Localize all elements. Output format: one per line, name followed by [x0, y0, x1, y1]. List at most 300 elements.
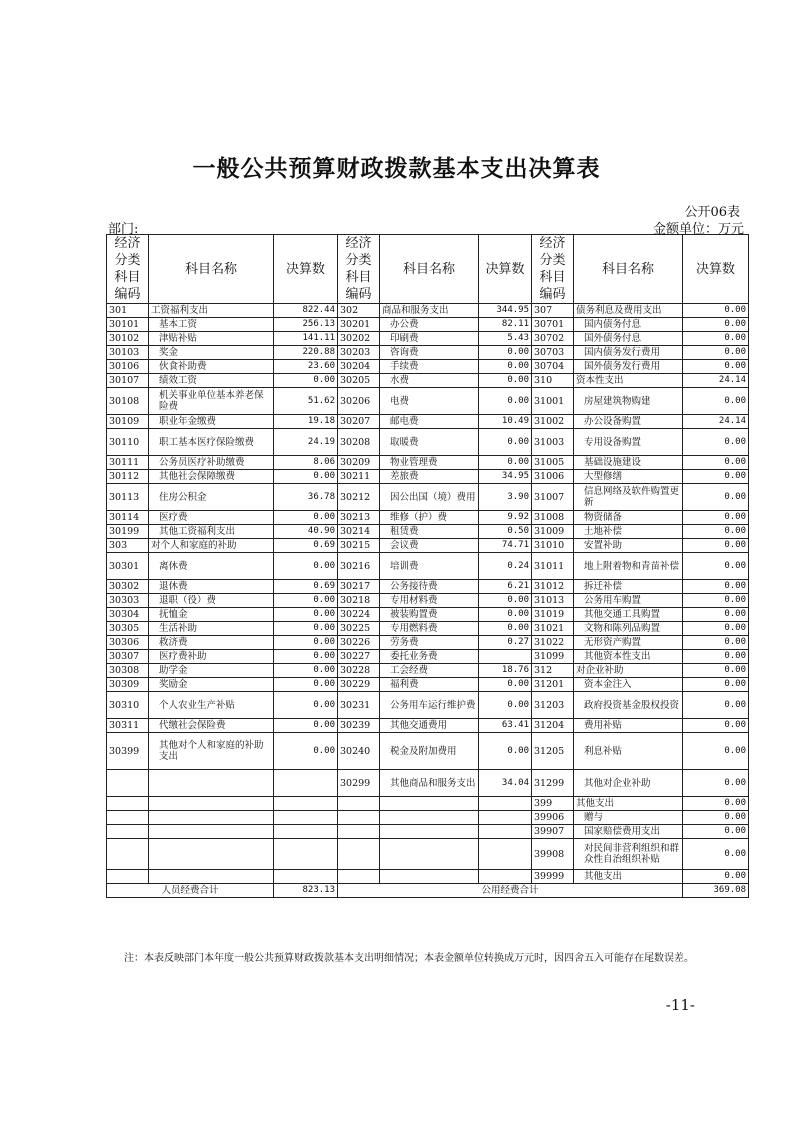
amount-cell: 0.00 — [683, 456, 749, 470]
subject-name-cell: 文物和陈列品购置 — [574, 622, 683, 636]
code-cell — [338, 797, 380, 811]
code-cell: 31005 — [532, 456, 574, 470]
code-cell: 30106 — [107, 360, 149, 374]
footnote: 注：本表反映部门本年度一般公共预算财政拨款基本支出明细情况；本表金额单位转换成万元时，因四舍五入可能存在尾数误差。 — [124, 953, 694, 964]
amount-cell: 23.60 — [274, 360, 338, 374]
amount-cell: 0.00 — [683, 332, 749, 346]
code-cell: 30305 — [107, 622, 149, 636]
code-cell: 30309 — [107, 678, 149, 692]
amount-cell: 0.00 — [274, 608, 338, 622]
subject-name-cell: 会议费 — [380, 539, 479, 553]
code-cell: 30226 — [338, 636, 380, 650]
subject-name-cell: 代缴社会保险费 — [149, 719, 274, 733]
subject-name-cell: 住房公积金 — [149, 484, 274, 511]
code-cell: 31009 — [532, 525, 574, 539]
code-cell: 31203 — [532, 692, 574, 719]
amount-cell: 8.06 — [274, 456, 338, 470]
amount-cell: 0.00 — [683, 870, 749, 884]
code-cell: 31011 — [532, 553, 574, 580]
table-row — [107, 797, 749, 811]
page-title: 一般公共预算财政拨款基本支出决算表 — [192, 155, 601, 182]
amount-cell: 34.04 — [479, 770, 532, 797]
amount-cell: 0.00 — [683, 580, 749, 594]
amount-cell: 0.00 — [683, 770, 749, 797]
code-cell: 302 — [338, 304, 380, 318]
totals-row — [107, 884, 749, 898]
amount-cell: 0.00 — [274, 650, 338, 664]
amount-cell: 0.00 — [479, 456, 532, 470]
code-cell: 31204 — [532, 719, 574, 733]
amount-cell: 0.69 — [274, 539, 338, 553]
amount-cell — [274, 825, 338, 839]
amount-cell: 0.00 — [274, 678, 338, 692]
code-cell: 30217 — [338, 580, 380, 594]
subject-name-cell: 费用补贴 — [574, 719, 683, 733]
amount-cell — [274, 839, 338, 870]
subject-name-cell: 维修（护）费 — [380, 511, 479, 525]
table-row — [107, 318, 749, 332]
code-cell: 30110 — [107, 429, 149, 456]
header-name: 科目名称 — [149, 235, 274, 304]
amount-cell: 24.14 — [683, 374, 749, 388]
code-cell: 31019 — [532, 608, 574, 622]
code-cell: 30111 — [107, 456, 149, 470]
header-code-line: 编码 — [539, 287, 566, 302]
table-row — [107, 870, 749, 884]
personnel-total-label: 人员经费合计 — [107, 884, 274, 898]
subject-name-cell: 拆迁补偿 — [574, 580, 683, 594]
subject-name-cell: 其他支出 — [574, 870, 683, 884]
amount-cell: 0.00 — [274, 470, 338, 484]
subject-name-cell: 邮电费 — [380, 415, 479, 429]
subject-name-cell — [380, 797, 479, 811]
amount-cell: 0.00 — [683, 511, 749, 525]
code-cell: 31201 — [532, 678, 574, 692]
amount-cell: 5.43 — [479, 332, 532, 346]
amount-cell: 63.41 — [479, 719, 532, 733]
subject-name-cell: 抚恤金 — [149, 608, 274, 622]
subject-name-cell: 其他工资福利支出 — [149, 525, 274, 539]
table-row — [107, 525, 749, 539]
subject-name-cell: 专用设备购置 — [574, 429, 683, 456]
department-label: 部门: — [108, 222, 139, 237]
subject-name-cell: 工会经费 — [380, 664, 479, 678]
table-row — [107, 594, 749, 608]
subject-name-cell: 国内债务发行费用 — [574, 346, 683, 360]
subject-name-cell: 退职（役）费 — [149, 594, 274, 608]
subject-name-cell — [149, 770, 274, 797]
code-cell: 30240 — [338, 733, 380, 770]
subject-name-cell: 工资福利支出 — [149, 304, 274, 318]
code-cell: 30704 — [532, 360, 574, 374]
amount-cell: 220.88 — [274, 346, 338, 360]
subject-name-cell: 赠与 — [574, 811, 683, 825]
header-code-line: 科目 — [345, 270, 372, 285]
code-cell: 31205 — [532, 733, 574, 770]
amount-cell: 0.50 — [479, 525, 532, 539]
amount-cell: 0.00 — [683, 484, 749, 511]
table-row — [107, 415, 749, 429]
code-cell: 31013 — [532, 594, 574, 608]
code-cell: 30202 — [338, 332, 380, 346]
amount-cell: 40.90 — [274, 525, 338, 539]
code-cell: 30206 — [338, 388, 380, 415]
code-cell: 30308 — [107, 664, 149, 678]
code-cell: 39999 — [532, 870, 574, 884]
code-cell — [338, 825, 380, 839]
subject-name-cell: 绩效工资 — [149, 374, 274, 388]
code-cell — [107, 839, 149, 870]
amount-cell: 0.00 — [479, 374, 532, 388]
subject-name-cell: 电费 — [380, 388, 479, 415]
header-name: 科目名称 — [380, 235, 479, 304]
header-code — [532, 235, 574, 304]
subject-name-cell — [149, 811, 274, 825]
code-cell — [107, 870, 149, 884]
subject-name-cell: 利息补贴 — [574, 733, 683, 770]
subject-name-cell — [380, 811, 479, 825]
amount-cell: 0.00 — [479, 733, 532, 770]
subject-name-cell: 劳务费 — [380, 636, 479, 650]
subject-name-cell: 资本金注入 — [574, 678, 683, 692]
subject-name-cell: 国内债务付息 — [574, 318, 683, 332]
code-cell: 30218 — [338, 594, 380, 608]
header-code-line: 经济 — [539, 236, 566, 251]
amount-cell — [274, 870, 338, 884]
amount-cell: 0.00 — [683, 525, 749, 539]
amount-cell: 0.00 — [479, 388, 532, 415]
code-cell: 30208 — [338, 429, 380, 456]
subject-name-cell: 福利费 — [380, 678, 479, 692]
amount-cell: 256.13 — [274, 318, 338, 332]
code-cell: 30211 — [338, 470, 380, 484]
subject-name-cell: 差旅费 — [380, 470, 479, 484]
code-cell: 30229 — [338, 678, 380, 692]
table-row — [107, 608, 749, 622]
table-row — [107, 511, 749, 525]
subject-name-cell — [149, 797, 274, 811]
code-cell: 31021 — [532, 622, 574, 636]
code-cell: 30204 — [338, 360, 380, 374]
subject-name-cell: 办公设备购置 — [574, 415, 683, 429]
subject-name-cell: 咨询费 — [380, 346, 479, 360]
amount-cell: 0.00 — [274, 733, 338, 770]
unit-label: 金额单位：万元 — [652, 222, 744, 237]
subject-name-cell: 基本工资 — [149, 318, 274, 332]
table-row — [107, 553, 749, 580]
code-cell: 30203 — [338, 346, 380, 360]
table-row — [107, 388, 749, 415]
page-number: -11- — [665, 996, 695, 1014]
amount-cell: 0.00 — [683, 304, 749, 318]
subject-name-cell: 国外债务发行费用 — [574, 360, 683, 374]
amount-cell: 822.44 — [274, 304, 338, 318]
code-cell: 30306 — [107, 636, 149, 650]
subject-name-cell: 医疗费 — [149, 511, 274, 525]
amount-cell: 0.00 — [683, 636, 749, 650]
code-cell: 30108 — [107, 388, 149, 415]
table-row — [107, 539, 749, 553]
table-row — [107, 332, 749, 346]
amount-cell: 0.00 — [479, 346, 532, 360]
amount-cell: 51.62 — [274, 388, 338, 415]
subject-name-cell: 其他对企业补助 — [574, 770, 683, 797]
header-code-line: 分类 — [539, 253, 566, 268]
amount-cell: 0.00 — [274, 664, 338, 678]
amount-cell: 0.24 — [479, 553, 532, 580]
code-cell: 31022 — [532, 636, 574, 650]
subject-name-cell: 其他交通工具购置 — [574, 608, 683, 622]
amount-cell: 0.27 — [479, 636, 532, 650]
amount-cell: 82.11 — [479, 318, 532, 332]
amount-cell: 3.90 — [479, 484, 532, 511]
code-cell: 30302 — [107, 580, 149, 594]
code-cell: 30109 — [107, 415, 149, 429]
amount-cell: 0.00 — [683, 594, 749, 608]
subject-name-cell: 医疗费补助 — [149, 650, 274, 664]
subject-name-cell — [149, 870, 274, 884]
subject-name-cell: 奖金 — [149, 346, 274, 360]
amount-cell: 6.21 — [479, 580, 532, 594]
subject-name-cell: 因公出国（境）费用 — [380, 484, 479, 511]
header-code-line: 科目 — [114, 270, 141, 285]
amount-cell: 0.00 — [274, 594, 338, 608]
amount-cell — [479, 811, 532, 825]
subject-name-cell: 津贴补贴 — [149, 332, 274, 346]
amount-cell: 34.95 — [479, 470, 532, 484]
amount-cell: 0.00 — [683, 388, 749, 415]
code-cell: 30227 — [338, 650, 380, 664]
code-cell: 31099 — [532, 650, 574, 664]
subject-name-cell: 国家赔偿费用支出 — [574, 825, 683, 839]
subject-name-cell: 委托业务费 — [380, 650, 479, 664]
code-cell: 30703 — [532, 346, 574, 360]
code-cell: 30299 — [338, 770, 380, 797]
subject-name-cell: 个人农业生产补贴 — [149, 692, 274, 719]
code-cell: 310 — [532, 374, 574, 388]
table-row — [107, 374, 749, 388]
code-cell: 39907 — [532, 825, 574, 839]
subject-name-cell: 政府投资基金股权投资 — [574, 692, 683, 719]
amount-cell: 0.00 — [479, 678, 532, 692]
expenditure-table — [106, 234, 749, 898]
public-total-amount: 369.08 — [683, 884, 749, 898]
amount-cell: 0.00 — [274, 719, 338, 733]
amount-cell: 0.00 — [683, 825, 749, 839]
subject-name-cell: 救济费 — [149, 636, 274, 650]
code-cell: 30224 — [338, 608, 380, 622]
header-amount: 决算数 — [274, 235, 338, 304]
table-row — [107, 470, 749, 484]
amount-cell: 0.00 — [683, 650, 749, 664]
code-cell — [338, 811, 380, 825]
subject-name-cell: 对企业补助 — [574, 664, 683, 678]
subject-name-cell: 房屋建筑物购建 — [574, 388, 683, 415]
amount-cell: 0.00 — [683, 622, 749, 636]
amount-cell: 0.00 — [683, 539, 749, 553]
table-row — [107, 636, 749, 650]
table-row — [107, 484, 749, 511]
code-cell: 30301 — [107, 553, 149, 580]
table-row — [107, 692, 749, 719]
subject-name-cell: 其他社会保障缴费 — [149, 470, 274, 484]
amount-cell: 0.00 — [683, 797, 749, 811]
subject-name-cell: 大型修缮 — [574, 470, 683, 484]
amount-cell: 0.00 — [479, 360, 532, 374]
amount-cell: 141.11 — [274, 332, 338, 346]
table-row — [107, 456, 749, 470]
subject-name-cell — [380, 839, 479, 870]
amount-cell: 0.69 — [274, 580, 338, 594]
header-code-line: 经济 — [114, 236, 141, 251]
subject-name-cell: 信息网络及软件购置更新 — [574, 484, 683, 511]
header-code-line: 编码 — [345, 287, 372, 302]
amount-cell: 0.00 — [683, 318, 749, 332]
amount-cell: 0.00 — [479, 608, 532, 622]
table-row — [107, 304, 749, 318]
code-cell — [107, 770, 149, 797]
subject-name-cell: 其他对个人和家庭的补助支出 — [149, 733, 274, 770]
subject-name-cell: 机关事业单位基本养老保险费 — [149, 388, 274, 415]
table-row — [107, 580, 749, 594]
code-cell: 31299 — [532, 770, 574, 797]
code-cell — [107, 797, 149, 811]
code-cell: 30101 — [107, 318, 149, 332]
amount-cell: 24.19 — [274, 429, 338, 456]
amount-cell — [274, 797, 338, 811]
subject-name-cell: 公务员医疗补助缴费 — [149, 456, 274, 470]
amount-cell: 0.00 — [274, 374, 338, 388]
table-row — [107, 360, 749, 374]
header-code-line: 经济 — [345, 236, 372, 251]
amount-cell: 344.95 — [479, 304, 532, 318]
subject-name-cell: 奖励金 — [149, 678, 274, 692]
code-cell: 31012 — [532, 580, 574, 594]
code-cell: 30113 — [107, 484, 149, 511]
amount-cell: 0.00 — [683, 839, 749, 870]
table-row — [107, 429, 749, 456]
amount-cell: 18.76 — [479, 664, 532, 678]
code-cell: 30207 — [338, 415, 380, 429]
subject-name-cell: 物资储备 — [574, 511, 683, 525]
subject-name-cell: 商品和服务支出 — [380, 304, 479, 318]
table-row — [107, 346, 749, 360]
code-cell — [107, 825, 149, 839]
table-row — [107, 650, 749, 664]
header-code — [107, 235, 149, 304]
amount-cell — [479, 839, 532, 870]
amount-cell: 74.71 — [479, 539, 532, 553]
table-row — [107, 770, 749, 797]
form-number: 公开06表 — [684, 205, 740, 220]
code-cell: 30112 — [107, 470, 149, 484]
amount-cell: 0.00 — [479, 429, 532, 456]
subject-name-cell: 公务用车购置 — [574, 594, 683, 608]
amount-cell: 0.00 — [683, 678, 749, 692]
amount-cell: 0.00 — [274, 636, 338, 650]
code-cell: 31007 — [532, 484, 574, 511]
code-cell: 30239 — [338, 719, 380, 733]
subject-name-cell: 取暖费 — [380, 429, 479, 456]
subject-name-cell: 其他交通费用 — [380, 719, 479, 733]
amount-cell: 0.00 — [683, 346, 749, 360]
subject-name-cell: 其他商品和服务支出 — [380, 770, 479, 797]
amount-cell: 0.00 — [683, 733, 749, 770]
subject-name-cell — [380, 870, 479, 884]
code-cell: 31010 — [532, 539, 574, 553]
amount-cell: 36.78 — [274, 484, 338, 511]
code-cell: 31002 — [532, 415, 574, 429]
amount-cell: 0.00 — [683, 719, 749, 733]
code-cell: 30199 — [107, 525, 149, 539]
code-cell — [107, 811, 149, 825]
table-row — [107, 825, 749, 839]
amount-cell: 0.00 — [683, 360, 749, 374]
amount-cell — [479, 650, 532, 664]
subject-name-cell: 无形资产购置 — [574, 636, 683, 650]
table-row — [107, 733, 749, 770]
table-row — [107, 811, 749, 825]
code-cell: 39908 — [532, 839, 574, 870]
code-cell: 30304 — [107, 608, 149, 622]
subject-name-cell: 物业管理费 — [380, 456, 479, 470]
code-cell: 30399 — [107, 733, 149, 770]
header-amount: 决算数 — [683, 235, 749, 304]
amount-cell: 0.00 — [479, 622, 532, 636]
code-cell: 30702 — [532, 332, 574, 346]
code-cell: 30303 — [107, 594, 149, 608]
header-code-line: 分类 — [345, 253, 372, 268]
amount-cell: 0.00 — [274, 511, 338, 525]
subject-name-cell: 离休费 — [149, 553, 274, 580]
code-cell: 303 — [107, 539, 149, 553]
amount-cell: 24.14 — [683, 415, 749, 429]
amount-cell: 0.00 — [683, 553, 749, 580]
code-cell: 31008 — [532, 511, 574, 525]
subject-name-cell: 生活补助 — [149, 622, 274, 636]
subject-name-cell: 职业年金缴费 — [149, 415, 274, 429]
subject-name-cell — [149, 825, 274, 839]
header-code — [338, 235, 380, 304]
code-cell: 30209 — [338, 456, 380, 470]
subject-name-cell: 土地补偿 — [574, 525, 683, 539]
subject-name-cell — [149, 839, 274, 870]
subject-name-cell: 对个人和家庭的补助 — [149, 539, 274, 553]
subject-name-cell: 专用燃料费 — [380, 622, 479, 636]
header-name: 科目名称 — [574, 235, 683, 304]
code-cell: 30201 — [338, 318, 380, 332]
code-cell: 30225 — [338, 622, 380, 636]
amount-cell — [479, 870, 532, 884]
code-cell: 30107 — [107, 374, 149, 388]
amount-cell — [479, 797, 532, 811]
subject-name-cell: 职工基本医疗保险缴费 — [149, 429, 274, 456]
amount-cell: 19.18 — [274, 415, 338, 429]
table-row — [107, 839, 749, 870]
table-row — [107, 678, 749, 692]
code-cell: 30102 — [107, 332, 149, 346]
code-cell: 30307 — [107, 650, 149, 664]
code-cell: 399 — [532, 797, 574, 811]
subject-name-cell: 其他支出 — [574, 797, 683, 811]
amount-cell — [274, 770, 338, 797]
table-row — [107, 719, 749, 733]
amount-cell: 0.00 — [274, 692, 338, 719]
code-cell: 30215 — [338, 539, 380, 553]
code-cell: 30228 — [338, 664, 380, 678]
code-cell: 30231 — [338, 692, 380, 719]
code-cell: 30213 — [338, 511, 380, 525]
